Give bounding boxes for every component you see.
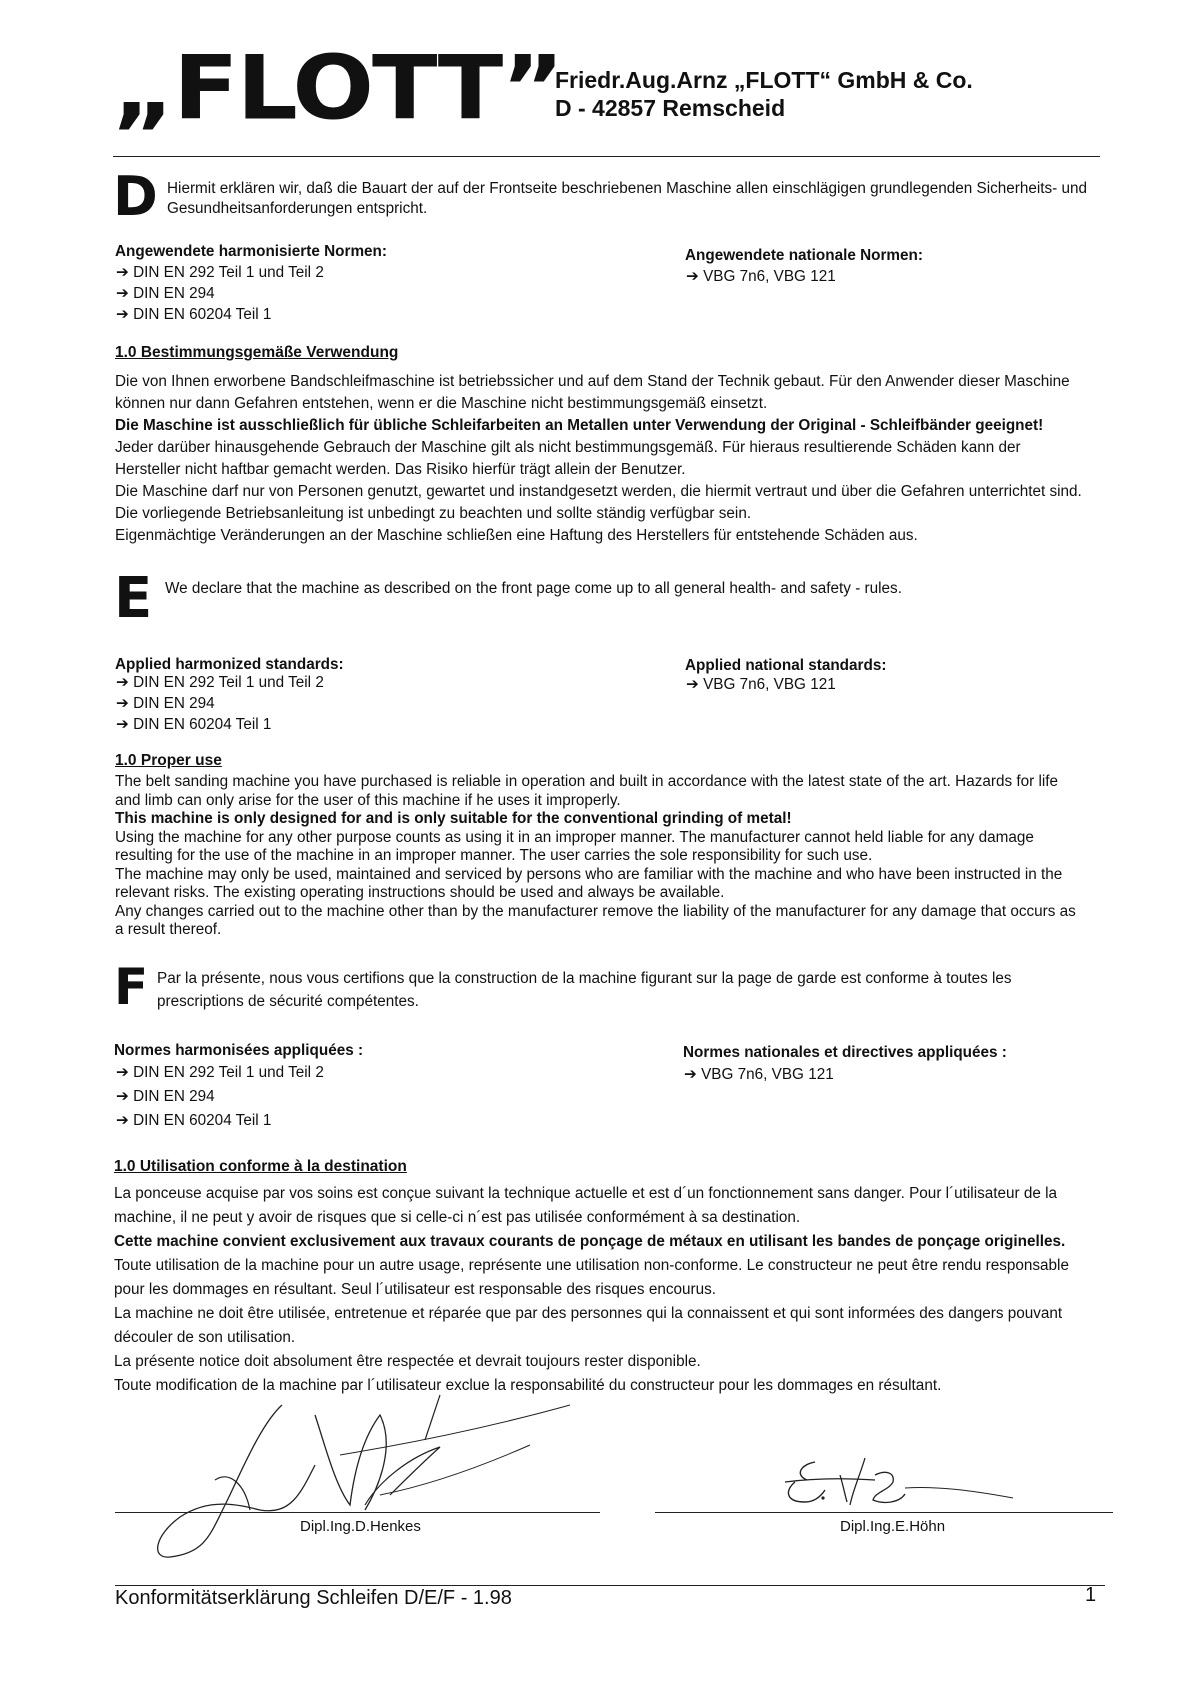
german-national-title: Angewendete nationale Normen: [685,247,923,264]
english-intro-1: We declare that the machine as described on the front page come up to all general health- and safety - rules. [165,580,902,597]
body-line: découler de son utilisation. [114,1329,296,1346]
body-line: and limb can only arise for the user of this machine if he uses it improperly. [115,791,621,809]
german-initial: D [113,165,158,228]
list-item: ➔ DIN EN 294 [116,285,215,302]
french-harmonized-title: Normes harmonisées appliquées : [114,1042,364,1059]
list-item: ➔ DIN EN 292 Teil 1 und Teil 2 [116,674,324,691]
german-national-list [686,266,836,287]
list-item: ➔ DIN EN 294 [116,1088,215,1105]
body-line: machine, il ne peut y avoir de risques que si celle-ci n´est pas utilisée conformément à sa destination. [114,1209,801,1226]
list-item: ➔ DIN EN 292 Teil 1 und Teil 2 [116,264,324,281]
english-national-list [686,674,836,695]
list-item: ➔ DIN EN 292 Teil 1 und Teil 2 [116,1064,324,1081]
body-line: Die von Ihnen erworbene Bandschleifmaschine ist betriebssicher und auf dem Stand der Technik gebaut. Für den Anwender dieser Maschine [115,373,1070,390]
body-line: können nur dann Gefahren entstehen, wenn er die Maschine nicht bestimmungsgemäß einsetzt. [115,395,768,412]
body-line-bold: Cette machine convient exclusivement aux travaux courants de ponçage de métaux en utilisant les bandes de ponçage originelles. [114,1233,1066,1250]
header-rule [113,156,1100,157]
german-section-title: 1.0 Bestimmungsgemäße Verwendung [115,344,399,361]
french-harmonized-list [116,1061,324,1133]
footer-rule [115,1585,1105,1586]
flott-logo: „FLOTT” [112,36,563,140]
french-national-list [684,1064,834,1085]
signature-henkes [150,1385,590,1565]
body-line-bold: Die Maschine ist ausschließlich für übliche Schleifarbeiten an Metallen unter Verwendung der Original - Schleifbänder geeignet! [115,417,1044,434]
signature-line-left [115,1512,600,1513]
german-harmonized-list [116,262,324,325]
body-line: Jeder darüber hinausgehende Gebrauch der Maschine gilt als nicht bestimmungsgemäß. Für hieraus resultierende Schäden kann der [115,439,1021,456]
list-item: ➔ VBG 7n6, VBG 121 [684,1066,834,1083]
body-line: relevant risks. The existing operating instructions should be used and always be available. [115,884,725,901]
page-number: 1 [1085,1584,1097,1606]
list-item: ➔ DIN EN 294 [116,695,215,712]
body-line: La ponceuse acquise par vos soins est conçue suivant la technique actuelle et est d´un fonctionnement sans danger. Pour l´utilisateur de la [114,1185,1058,1202]
footer-title: Konformitätserklärung Schleifen D/E/F - 1.98 [115,1587,512,1609]
french-section-title: 1.0 Utilisation conforme à la destination [114,1158,407,1175]
company-name: Friedr.Aug.Arnz „FLOTT“ GmbH & Co. [555,67,973,93]
body-line: Any changes carried out to the machine other than by the manufacturer remove the liability of the manufacturer for any damage that occurs as [115,902,1076,920]
body-line: Eigenmächtige Veränderungen an der Maschine schließen eine Haftung des Herstellers für entstehende Schäden aus. [115,527,918,544]
french-intro-2: prescriptions de sécurité compétentes. [157,993,419,1010]
english-harmonized-title: Applied harmonized standards: [115,656,344,673]
body-line: Using the machine for any other purpose counts as using it in an improper manner. The manufacturer cannot held liable for any damage [115,828,1034,846]
english-initial: E [114,566,153,631]
german-intro-1: Hiermit erklären wir, daß die Bauart der auf der Frontseite beschriebenen Maschine allen einschlägigen grundlegenden Sicherheits- und [167,180,1088,197]
body-line: Die vorliegende Betriebsanleitung ist unbedingt zu beachten und sollte ständig verfügbar sein. [115,505,752,522]
french-intro-1: Par la présente, nous vous certifions que la construction de la machine figurant sur la page de garde est conforme à toutes les [157,970,1012,987]
german-harmonized-title: Angewendete harmonisierte Normen: [115,243,387,260]
body-line: Hersteller nicht haftbar gemacht werden. Das Risiko hierfür trägt allein der Benutzer. [115,461,686,478]
list-item: ➔ VBG 7n6, VBG 121 [686,268,836,285]
body-line-bold: This machine is only designed for and is only suitable for the conventional grinding of metal! [115,810,792,827]
body-line: pour les dommages en résultant. Seul l´utilisateur est responsable des risques encourus. [114,1281,717,1298]
french-body [114,1182,1069,1398]
body-line: Die Maschine darf nur von Personen genutzt, gewartet und instandgesetzt werden, die hiermit vertraut und über die Gefahren unterrichtet sind. [115,483,1082,500]
german-intro-2: Gesundheitsanforderungen entspricht. [167,200,428,217]
signature-hoehn [755,1450,1025,1520]
english-harmonized-list [116,672,324,735]
signatory-right: Dipl.Ing.E.Höhn [840,1518,946,1535]
company-city: D - 42857 Remscheid [555,95,786,121]
list-item: ➔ DIN EN 60204 Teil 1 [116,716,272,733]
list-item: ➔ DIN EN 60204 Teil 1 [116,306,272,323]
body-line: La machine ne doit être utilisée, entretenue et réparée que par des personnes qui la connaissent et qui sont informées des dangers pouvant [114,1305,1063,1322]
body-line: The machine may only be used, maintained and serviced by persons who are familiar with the machine and who have been instructed in the [115,865,1063,883]
german-body [115,371,1082,547]
body-line: resulting for the use of the machine in an improper manner. The user carries the sole responsibility for such use. [115,847,873,864]
body-line: Toute utilisation de la machine pour un autre usage, représente une utilisation non-conforme. Le constructeur ne peut être rendu responsable [114,1257,1069,1274]
signature-line-right [655,1512,1113,1513]
list-item: ➔ VBG 7n6, VBG 121 [686,676,836,693]
body-line: Toute modification de la machine par l´utilisateur exclue la responsabilité du constructeur pour les dommages en résultant. [114,1377,942,1394]
body-line: The belt sanding machine you have purchased is reliable in operation and built in accordance with the latest state of the art. Hazards for life [115,773,1059,790]
english-body [115,773,1076,940]
english-national-title: Applied national standards: [685,657,887,674]
french-national-title: Normes nationales et directives appliquées : [683,1044,1007,1061]
list-item: ➔ DIN EN 60204 Teil 1 [116,1112,272,1129]
body-line: a result thereof. [115,921,222,938]
company-address [555,66,973,122]
french-initial: F [114,958,149,1016]
signatory-left: Dipl.Ing.D.Henkes [300,1518,421,1535]
english-section-title: 1.0 Proper use [115,752,222,769]
body-line: La présente notice doit absolument être respectée et devrait toujours rester disponible. [114,1353,701,1370]
